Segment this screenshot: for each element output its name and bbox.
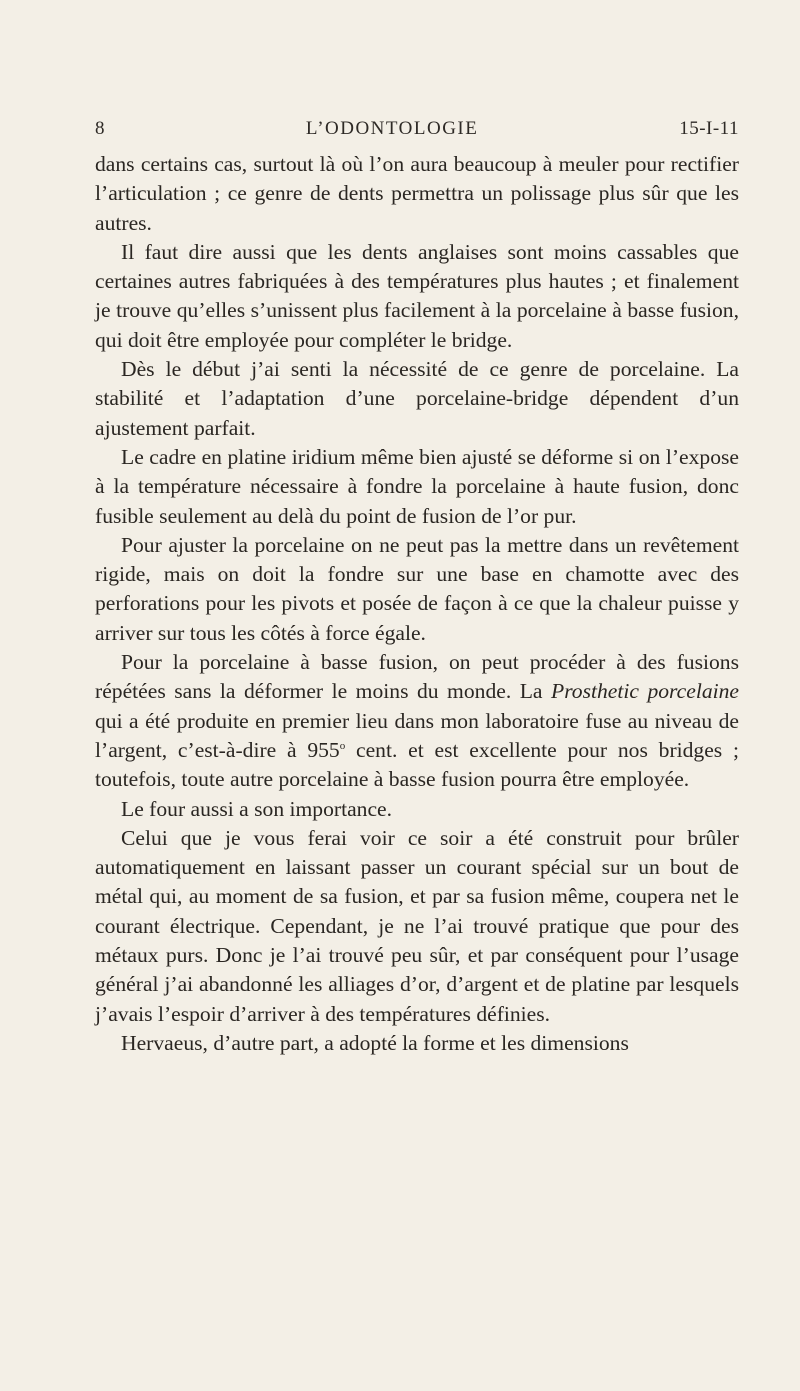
- text-run: qui a été produite en premier lieu dans mon laboratoire fuse au niveau de l’argent, c’est-à-dire à 955: [95, 708, 739, 762]
- paragraph: Le four aussi a son importance.: [121, 796, 393, 821]
- paragraph: Il faut dire aussi que les dents anglaises sont moins cassables que certaines autres fabriquées à des températures plus hautes ; et finalement je trouve qu’elles s’unissent plus facilement à la porcelaine à basse fusion, qui doit être employée pour compléter le bridge.: [95, 239, 739, 352]
- issue-date: 15-I-11: [679, 118, 739, 139]
- journal-title: L’ODONTOLOGIE: [305, 118, 479, 139]
- body-text: [95, 150, 739, 1058]
- degree-mark: o: [339, 739, 346, 752]
- running-header: [95, 118, 739, 148]
- paragraph: Celui que je vous ferai voir ce soir a été construit pour brûler automatiquement en laissant passer un courant spécial sur un bout de métal qui, au moment de sa fusion, et par sa fusion même, coupera net le courant électrique. Cependant, je ne l’ai trouvé pratique que pour des métaux purs. Donc je l’ai trouvé peu sûr, et par conséquent pour l’usage général j’ai abandonné les alliages d’or, d’argent et de platine par lesquels j’avais l’espoir d’arriver à des températures définies.: [95, 825, 739, 1026]
- italic-title: Prosthetic porcelaine: [551, 679, 739, 704]
- text-run: Pour la porcelaine à basse fusion, on peut procéder à des fusions répétées sans la déformer le moins du monde. La: [95, 650, 739, 704]
- page-number: 8: [95, 118, 105, 139]
- paragraph: Le cadre en platine iridium même bien ajusté se déforme si on l’expose à la température nécessaire à fondre la porcelaine à haute fusion, donc fusible seulement au delà du point de fusion de l’or pur.: [95, 444, 739, 528]
- paragraph: Hervaeus, d’autre part, a adopté la forme et les dimensions: [121, 1030, 629, 1055]
- text-run: cent. et est excellente pour nos bridges ; toutefois, toute autre porcelaine à basse fusion pourra être employée.: [95, 737, 739, 792]
- paragraph: Dès le début j’ai senti la nécessité de ce genre de porcelaine. La stabilité et l’adaptation d’une porcelaine-bridge dépendent d’un ajustement parfait.: [95, 357, 739, 440]
- paragraph: dans certains cas, surtout là où l’on aura beaucoup à meuler pour rectifier l’articulation ; ce genre de dents permettra un polissage plus sûr que les autres.: [95, 152, 739, 235]
- paragraph: [95, 648, 739, 794]
- paragraph: Pour ajuster la porcelaine on ne peut pas la mettre dans un revêtement rigide, mais on doit la fondre sur une base en chamotte avec des perforations pour les pivots et posée de façon à ce que la chaleur puisse y arriver sur tous les côtés à force égale.: [95, 532, 739, 645]
